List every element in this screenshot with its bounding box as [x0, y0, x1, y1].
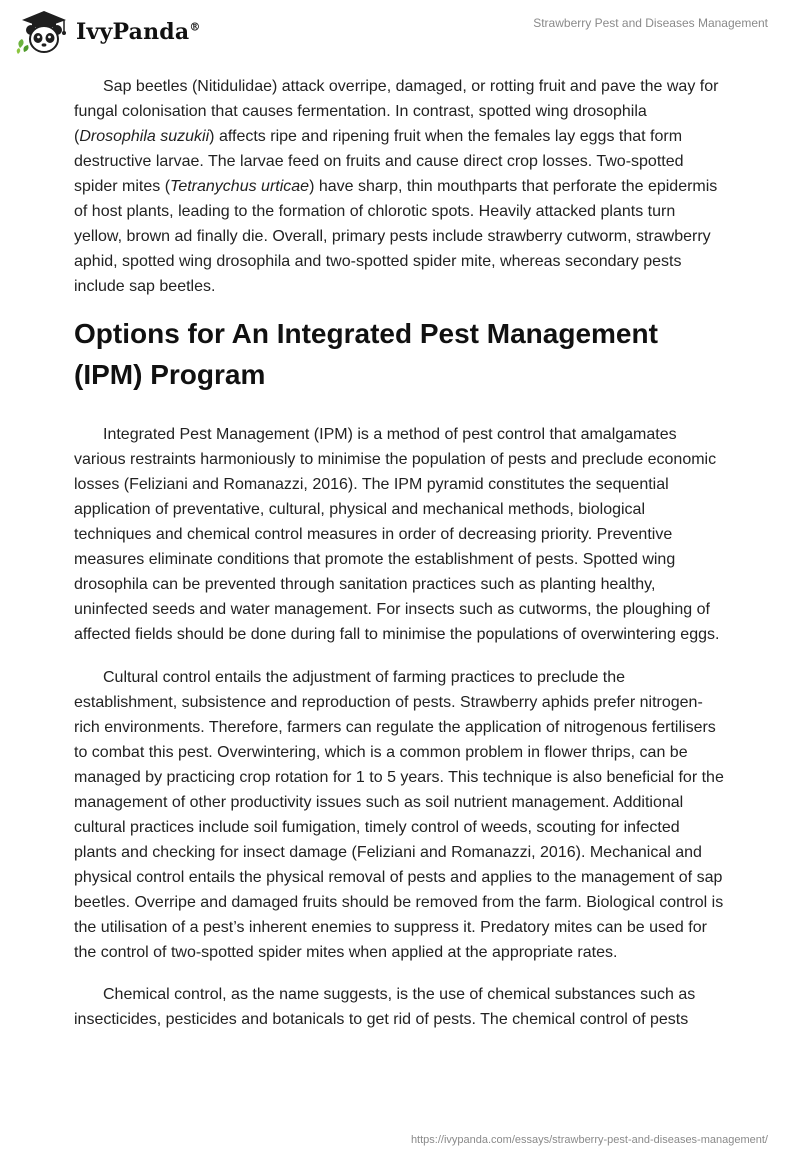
ivypanda-logo[interactable] — [14, 8, 204, 56]
paragraph-text: Sap beetles (Nitidulidae) attack overripe, damaged, or rotting fruit and pave the way for fungal colonisation that causes fermentation. In contrast, spotted wing drosophila ( — [74, 78, 719, 145]
document-title: Strawberry Pest and Diseases Management — [533, 16, 768, 30]
paragraph-cultural-control: Cultural control entails the adjustment of farming practices to preclude the establishment, subsistence and reproduction of pests. Strawberry aphids prefer nitrogen-rich environments. Therefore, farmers can regulate the application of nitrogenous fertilisers to combat this pest. Overwintering, which is a common problem in flower thrips, can be managed by practicing crop rotation for 1 to 5 years. This technique is also beneficial for the management of other productivity issues such as soil nutrient management. Additional cultural practices include soil fumigation, timely control of weeds, scouting for infected plants and checking for insect damage (Feliziani and Romanazzi, 2016). Mechanical and physical control entails the physical removal of pests and applies to the management of sap beetles. Overripe and damaged fruits should be removed from the farm. Biological control is the utilisation of a pest’s inherent enemies to suppress it. Predatory mites can be used for the control of two-spotted spider mites when applied at the appropriate rates. — [74, 668, 724, 961]
paragraph-text: ) affects ripe and ripening fruit when the females lay eggs that form destructive larvae. The larvae feed on fruits and cause direct crop losses. Two-spotted spider mites ( — [74, 128, 684, 195]
paragraph-ipm: Integrated Pest Management (IPM) is a method of pest control that amalgamates various restraints harmoniously to minimise the population of pests and preclude economic losses (Feliziani and Romanazzi, 2016). The IPM pyramid constitutes the sequential application of preventative, cultural, physical and mechanical methods, biological techniques and chemical control measures in order of decreasing priority. Preventive measures eliminate conditions that promote the establishment of pests. Spotted wing drosophila can be prevented through sanitation practices such as planting healthy, uninfected seeds and water management. For insects such as cutworms, the ploughing of affected fields should be done during fall to minimise the populations of overwintering eggs. — [74, 426, 720, 643]
section-heading: Options for An Integrated Pest Management (IPM) Program — [74, 318, 658, 390]
species-name: Tetranychus urticae — [170, 178, 310, 195]
panda-graduate-icon — [14, 8, 70, 56]
paragraph-text: ) have sharp, thin mouthparts that perforate the epidermis of host plants, leading to the formation of chlorotic spots. Heavily attacked plants turn yellow, brown ad finally die. Overall, primary pests include strawberry cutworm, strawberry aphid, spotted wing drosophila and two-spotted spider mite, whereas secondary pests include sap beetles. — [74, 178, 718, 295]
source-url[interactable]: https://ivypanda.com/essays/strawberry-pest-and-diseases-management/ — [410, 1134, 768, 1146]
paragraph-pests — [74, 74, 726, 299]
page-header — [0, 0, 800, 60]
brand-text: IvyPanda — [76, 19, 190, 45]
paragraph-chemical-control: Chemical control, as the name suggests, is the use of chemical substances such as insecticides, pesticides and botanicals to get rid of pests. The chemical control of pests — [74, 986, 696, 1028]
registered-mark: ® — [189, 20, 201, 34]
brand-name — [76, 19, 201, 45]
species-name: Drosophila suzukii — [79, 128, 210, 145]
essay-content — [74, 74, 726, 1050]
